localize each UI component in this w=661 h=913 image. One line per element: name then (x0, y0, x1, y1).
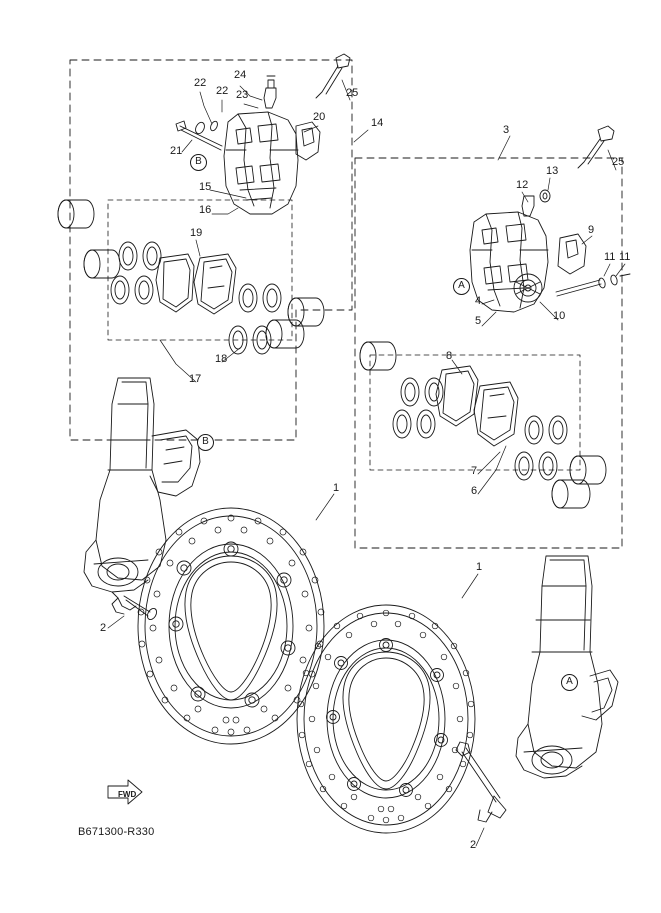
callout-9: 9 (588, 224, 595, 236)
callout-25a: 25 (346, 87, 359, 99)
callout-12: 12 (516, 179, 529, 191)
callout-6: 6 (471, 485, 478, 497)
ref-label-b-top: B (190, 154, 207, 171)
callout-4: 4 (475, 295, 482, 307)
callout-2a: 2 (100, 622, 107, 634)
callout-21: 21 (170, 145, 183, 157)
callout-5: 5 (475, 315, 482, 327)
callout-20: 20 (313, 111, 326, 123)
callout-24: 24 (234, 69, 247, 81)
part-code-label: B671300-R330 (78, 826, 155, 838)
ref-label-a-right: A (453, 278, 470, 295)
callout-1a: 1 (333, 482, 340, 494)
fwd-arrow-label: FWD (118, 790, 137, 799)
callout-15: 15 (199, 181, 212, 193)
callout-2b: 2 (470, 839, 477, 851)
callout-25b: 25 (612, 156, 625, 168)
callout-10: 10 (553, 310, 566, 322)
callout-17: 17 (189, 373, 202, 385)
callout-14: 14 (371, 117, 384, 129)
callout-8: 8 (446, 350, 453, 362)
callout-22a: 22 (194, 77, 207, 89)
callout-1b: 1 (476, 561, 483, 573)
callout-11a: 11 (604, 251, 616, 263)
callout-16: 16 (199, 204, 212, 216)
callout-7: 7 (471, 465, 478, 477)
ref-label-b-fork: B (197, 434, 214, 451)
ref-label-a-fork: A (561, 674, 578, 691)
callout-22b: 22 (216, 85, 229, 97)
callout-18: 18 (215, 353, 228, 365)
callout-11b: 11 (619, 251, 631, 263)
callout-19: 19 (190, 227, 203, 239)
callout-13: 13 (546, 165, 559, 177)
callout-3: 3 (503, 124, 510, 136)
callout-23: 23 (236, 89, 249, 101)
